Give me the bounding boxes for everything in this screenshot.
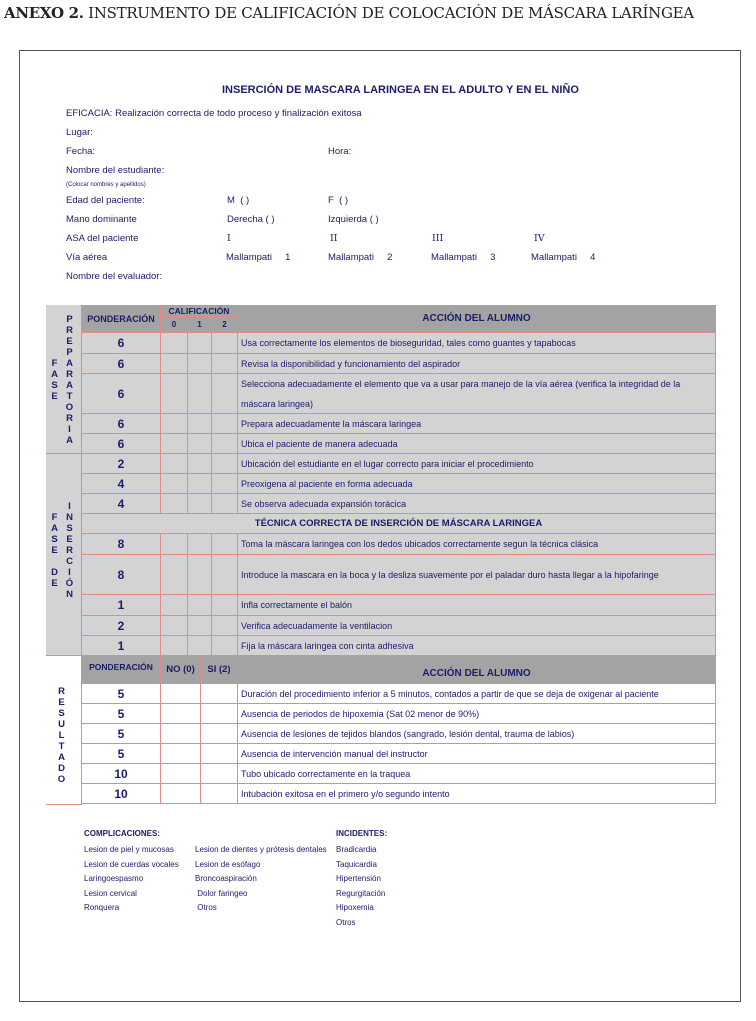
ponderacion-cell: 5	[82, 704, 161, 724]
score-cell[interactable]	[201, 764, 238, 784]
score-cell[interactable]	[188, 636, 212, 656]
score-cell[interactable]	[188, 414, 212, 434]
list-item: Lesion cervical	[84, 888, 137, 898]
ponderacion-cell: 8	[82, 555, 161, 595]
score-cell[interactable]	[161, 414, 188, 434]
action-cell: Ubica el paciente de manera adecuada	[238, 434, 716, 454]
list-item: Bradicardia	[336, 845, 377, 854]
action-cell: Tubo ubicado correctamente en la traquea	[238, 764, 716, 784]
action-cell: Ausencia de periodos de hipoxemia (Sat 02 menor de 90%)	[238, 704, 716, 724]
action-cell: Toma la máscara laringea con los dedos ubicados correctamente segun la técnica clásica	[238, 534, 716, 555]
action-cell: Selecciona adecuadamente el elemento que va a usar para manejo de la vía aérea (verifica la integridad de la máscara laringea)	[238, 374, 716, 414]
insercion-label: INSERCIÓN	[64, 501, 75, 600]
action-cell: Usa correctamente los elementos de bioseguridad, tales como guantes y tapabocas	[238, 333, 716, 354]
ponderacion-cell: 6	[82, 354, 161, 374]
ponderacion-cell: 6	[82, 414, 161, 434]
score-cell[interactable]	[212, 374, 238, 414]
score-header-2: 2	[212, 317, 238, 333]
asa-option: I	[227, 233, 231, 244]
eficacia-text: EFICACIA: Realización correcta de todo proceso y finalización exitosa	[66, 108, 362, 119]
list-item: Lesion de cuerdas vocales	[84, 859, 179, 869]
score-cell[interactable]	[212, 474, 238, 494]
accion-header: ACCIÓN DEL ALUMNO	[238, 656, 716, 684]
tecnica-header: TÉCNICA CORRECTA DE INSERCIÓN DE MÁSCARA LARINGEA	[82, 514, 716, 534]
score-cell[interactable]	[188, 555, 212, 595]
list-item: Taquicardia	[336, 859, 377, 869]
score-cell[interactable]	[212, 333, 238, 354]
ponderacion-header: PONDERACIÓN	[82, 305, 161, 333]
sex-f-option: F ( )	[328, 195, 349, 206]
incidentes-list	[336, 843, 385, 931]
asa-option: IV	[534, 233, 545, 244]
score-cell[interactable]	[212, 354, 238, 374]
estudiante-note: (Colocar nombres y apellidos)	[66, 182, 146, 188]
fecha-label: Fecha:	[66, 146, 96, 157]
score-cell[interactable]	[161, 354, 188, 374]
calificacion-header: CALIFICACIÓN	[161, 305, 238, 317]
ponderacion-cell: 2	[82, 454, 161, 474]
score-cell[interactable]	[161, 764, 201, 784]
hora-label: Hora:	[328, 146, 352, 157]
complicaciones-title: COMPLICACIONES:	[84, 829, 160, 838]
score-cell[interactable]	[212, 434, 238, 454]
action-cell: Intubación exitosa en el primero y/o segundo intento	[238, 784, 716, 804]
edad-label: Edad del paciente:	[66, 195, 145, 206]
estudiante-label: Nombre del estudiante:	[66, 165, 165, 176]
fase-label: FASE	[49, 358, 60, 402]
action-cell: Se observa adecuada expansión torácica	[238, 494, 716, 514]
mallampati-option: Mallampati 3	[431, 252, 496, 263]
action-cell: Fija la máscara laringea con cinta adhesiva	[238, 636, 716, 656]
list-item: Regurgitación	[336, 888, 386, 898]
score-cell[interactable]	[188, 434, 212, 454]
score-cell[interactable]	[212, 636, 238, 656]
complicaciones-col2	[195, 843, 327, 916]
complicaciones-col1	[84, 843, 179, 916]
score-cell[interactable]	[161, 704, 201, 724]
ponderacion-cell: 6	[82, 374, 161, 414]
via-label: Vía aérea	[66, 252, 108, 263]
ponderacion-cell: 8	[82, 534, 161, 555]
ponderacion-cell: 6	[82, 434, 161, 454]
score-cell[interactable]	[161, 555, 188, 595]
ponderacion-cell: 5	[82, 684, 161, 704]
ponderacion-cell: 5	[82, 744, 161, 764]
derecha-option: Derecha ( )	[227, 214, 275, 225]
action-cell: Ausencia de intervención manual del instructor	[238, 744, 716, 764]
score-header-1: 1	[188, 317, 212, 333]
list-item: Hipertensión	[336, 874, 381, 884]
score-cell[interactable]	[188, 534, 212, 555]
action-cell: Preoxigena al paciente en forma adecuada	[238, 474, 716, 494]
mallampati-option: Mallampati 2	[328, 252, 393, 263]
score-cell[interactable]	[161, 474, 188, 494]
preparatoria-label: PREPARATORIA	[64, 314, 75, 446]
list-item: Otros	[336, 917, 356, 927]
score-cell[interactable]	[161, 616, 188, 636]
score-cell[interactable]	[161, 494, 188, 514]
action-cell: Introduce la mascara en la boca y la desliza suavemente por el paladar duro hasta llegar a la hipofaringe	[238, 555, 716, 595]
lugar-label: Lugar:	[66, 127, 93, 138]
si-header: SI (2)	[201, 656, 238, 684]
incidentes-title: INCIDENTES:	[336, 829, 388, 838]
ponderacion-cell: 10	[82, 784, 161, 804]
score-cell[interactable]	[188, 354, 212, 374]
asa-label: ASA del paciente	[66, 233, 139, 244]
evaluador-label: Nombre del evaluador:	[66, 271, 163, 282]
mallampati-option: Mallampati 1	[226, 252, 291, 263]
accion-header: ACCIÓN DEL ALUMNO	[238, 305, 716, 333]
ponderacion-cell: 10	[82, 764, 161, 784]
score-cell[interactable]	[212, 534, 238, 555]
score-cell[interactable]	[161, 724, 201, 744]
score-cell[interactable]	[212, 454, 238, 474]
annex-number: ANEXO 2.	[4, 4, 84, 22]
list-item: Lesion de piel y mucosas	[84, 845, 174, 854]
score-cell[interactable]	[201, 744, 238, 764]
score-cell[interactable]	[161, 333, 188, 354]
score-header-0: 0	[161, 317, 188, 333]
action-cell: Ubicación del estudiante en el lugar correcto para iniciar el procedimiento	[238, 454, 716, 474]
score-cell[interactable]	[188, 474, 212, 494]
list-item: Ronquera	[84, 903, 120, 913]
score-cell[interactable]	[188, 454, 212, 474]
score-cell[interactable]	[212, 494, 238, 514]
score-cell[interactable]	[161, 595, 188, 616]
ponderacion-cell: 4	[82, 474, 161, 494]
ponderacion-header: PONDERACIÓN	[82, 656, 161, 684]
list-item: Dolor faringeo	[195, 888, 248, 898]
list-item: Otros	[195, 903, 217, 913]
ponderacion-cell: 6	[82, 333, 161, 354]
score-cell[interactable]	[161, 434, 188, 454]
score-cell[interactable]	[161, 374, 188, 414]
sex-m-option: M ( )	[227, 195, 250, 206]
score-cell[interactable]	[161, 744, 201, 764]
ponderacion-cell: 4	[82, 494, 161, 514]
action-cell: Infla correctamente el balón	[238, 595, 716, 616]
score-cell[interactable]	[212, 616, 238, 636]
no-header: NO (0)	[161, 656, 201, 684]
ponderacion-cell: 1	[82, 636, 161, 656]
ponderacion-cell: 2	[82, 616, 161, 636]
fase-de-label: FASE DE	[49, 512, 60, 589]
list-item: Laringoespasmo	[84, 874, 144, 884]
score-cell[interactable]	[161, 684, 201, 704]
score-cell[interactable]	[161, 784, 201, 804]
form-title: INSERCIÓN DE MASCARA LARINGEA EN EL ADULTO Y EN EL NIÑO	[222, 84, 579, 96]
score-cell[interactable]	[161, 534, 188, 555]
score-cell[interactable]	[212, 595, 238, 616]
score-cell[interactable]	[201, 784, 238, 804]
action-cell: Verifica adecuadamente la ventilacion	[238, 616, 716, 636]
score-cell[interactable]	[161, 454, 188, 474]
score-cell[interactable]	[201, 704, 238, 724]
score-cell[interactable]	[188, 333, 212, 354]
list-item: Lesion de dientes y prótesis dentales	[195, 845, 327, 854]
asa-option: II	[330, 233, 338, 244]
resultado-label: RESULTADO	[56, 686, 67, 785]
list-item: Lesion de esófago	[195, 859, 261, 869]
score-cell[interactable]	[188, 494, 212, 514]
mano-label: Mano dominante	[66, 214, 137, 225]
annex-heading	[4, 4, 694, 22]
action-cell: Revisa la disponibilidad y funcionamiento del aspirador	[238, 354, 716, 374]
score-cell[interactable]	[188, 374, 212, 414]
action-cell: Ausencia de lesiones de tejidos blandos (sangrado, lesión dental, trauma de labios)	[238, 724, 716, 744]
action-cell: Prepara adecuadamente la máscara laringea	[238, 414, 716, 434]
asa-option: III	[432, 233, 444, 244]
score-cell[interactable]	[212, 414, 238, 434]
list-item: Hipoxemia	[336, 903, 374, 913]
action-cell: Duración del procedimiento inferior a 5 minutos, contados a partir de que se deja de oxigenar al paciente	[238, 684, 716, 704]
score-cell[interactable]	[161, 636, 188, 656]
ponderacion-cell: 1	[82, 595, 161, 616]
list-item: Broncoaspiración	[195, 874, 257, 884]
score-cell[interactable]	[212, 555, 238, 595]
annex-title: INSTRUMENTO DE CALIFICACIÓN DE COLOCACIÓN DE MÁSCARA LARÍNGEA	[83, 4, 694, 22]
score-cell[interactable]	[201, 684, 238, 704]
score-cell[interactable]	[188, 616, 212, 636]
mallampati-option: Mallampati 4	[531, 252, 596, 263]
score-cell[interactable]	[201, 724, 238, 744]
score-cell[interactable]	[188, 595, 212, 616]
ponderacion-cell: 5	[82, 724, 161, 744]
izquierda-option: Izquierda ( )	[328, 214, 379, 225]
